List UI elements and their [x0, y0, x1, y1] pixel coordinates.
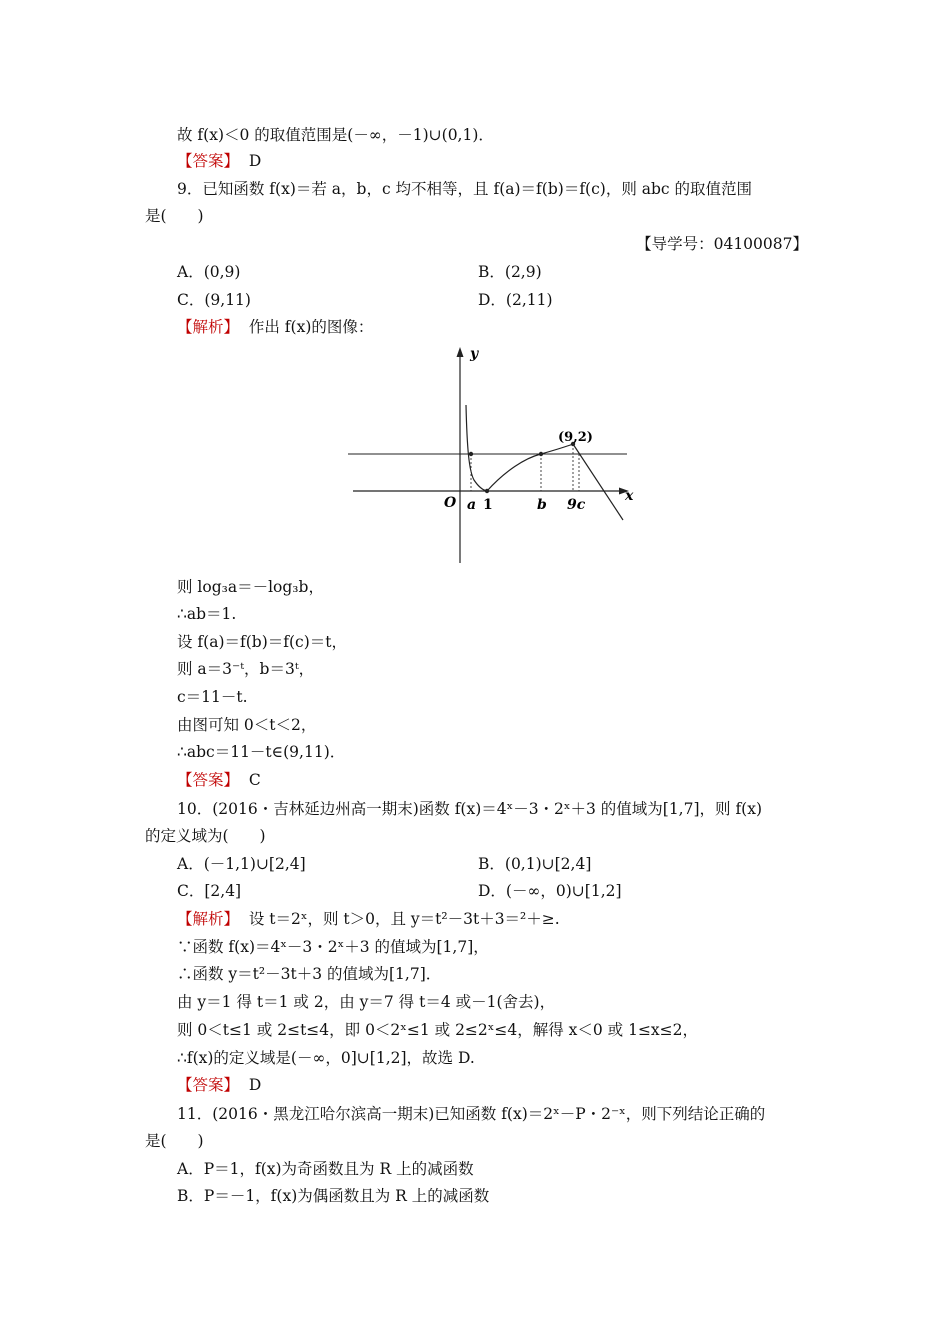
- y-axis-arrow: [457, 347, 464, 357]
- solution-line-1: 则 log₃a＝－log₃b，: [177, 578, 324, 596]
- solution10-line-4: 则 0＜t≤1 或 2≤t≤4，即 0＜2ˣ≤1 或 2≤2ˣ≤4，解得 x＜0 或 1≤x≤2，: [177, 1021, 699, 1039]
- tick-a: a: [467, 497, 477, 513]
- tick-b: b: [537, 497, 547, 513]
- option-10-c: C．[2,4]: [177, 882, 242, 900]
- answer-value: C: [248, 771, 261, 789]
- option-11-b: B．P＝－1，f(x)为偶函数且为 R 上的减函数: [177, 1187, 490, 1205]
- question-10-line1: 10．(2016・吉林延边州高一期末)函数 f(x)＝4ˣ－3・2ˣ＋3 的值域为[1,7]，则 f(x): [177, 800, 763, 818]
- answer-label: 【答案】: [177, 152, 240, 170]
- question-11-line2: 是( ): [145, 1132, 204, 1150]
- answer-value: D: [248, 152, 262, 170]
- line-range-result: 故 f(x)＜0 的取值范围是(－∞，－1)∪(0,1)．: [177, 126, 494, 144]
- answer-8: [177, 151, 261, 171]
- point-a: [469, 452, 473, 456]
- question-10-line2: 的定义域为( ): [145, 827, 266, 845]
- curve-log-left: [466, 405, 487, 491]
- answer-label: 【答案】: [177, 771, 240, 789]
- solution10-line-2: ∴函数 y＝t²－3t＋3 的值域为[1,7]．: [177, 965, 442, 983]
- answer-value: D: [248, 1076, 262, 1094]
- solution-line-6: 由图可知 0＜t＜2，: [177, 716, 317, 734]
- answer-10: [177, 1075, 261, 1095]
- solution10-line-1: ∵函数 f(x)＝4ˣ－3・2ˣ＋3 的值域为[1,7]，: [177, 938, 489, 956]
- analysis-10: [177, 909, 560, 929]
- option-10-a: A．(－1,1)∪[2,4]: [177, 855, 306, 873]
- analysis-9: [177, 317, 373, 337]
- peak-label: (9,2): [558, 430, 593, 445]
- x-axis-label: x: [625, 488, 634, 504]
- solution10-line-5: ∴f(x)的定义域是(－∞，0]∪[1,2]，故选 D.: [177, 1049, 475, 1067]
- solution-line-2: ∴ab＝1.: [177, 605, 237, 623]
- question-9-line2: 是( ): [145, 207, 204, 225]
- curve-log-right: [487, 444, 573, 491]
- option-9-b: B．(2,9): [478, 263, 542, 281]
- answer-label: 【答案】: [177, 1076, 240, 1094]
- answer-9: [177, 770, 261, 790]
- question-11-line1: 11．(2016・黑龙江哈尔滨高一期末)已知函数 f(x)＝2ˣ－P・2⁻ˣ，则下列结论正确的: [177, 1105, 766, 1123]
- solution-line-7: ∴abc＝11－t∈(9,11)．: [177, 743, 346, 761]
- option-10-d: D．(－∞，0)∪[1,2]: [478, 882, 622, 900]
- analysis-label: 【解析】: [177, 910, 240, 928]
- question-9-line1: 9．已知函数 f(x)＝若 a，b，c 均不相等，且 f(a)＝f(b)＝f(c)，则 abc 的取值范围: [177, 180, 753, 198]
- option-10-b: B．(0,1)∪[2,4]: [478, 855, 592, 873]
- point-1: [485, 489, 489, 493]
- solution10-line-3: 由 y＝1 得 t＝1 或 2，由 y＝7 得 t＝4 或－1(舍去)，: [177, 993, 556, 1011]
- tick-9c: 9c: [567, 497, 586, 513]
- analysis-label: 【解析】: [177, 318, 240, 336]
- guide-number: 【导学号：04100087】: [636, 235, 808, 253]
- tick-1: 1: [483, 497, 493, 513]
- y-axis-label: y: [470, 346, 479, 362]
- solution-line-3: 设 f(a)＝f(b)＝f(c)＝t，: [177, 633, 347, 651]
- option-9-d: D．(2,11): [478, 291, 553, 309]
- function-graph: [345, 343, 635, 568]
- analysis-text: 作出 f(x)的图像：: [248, 318, 374, 336]
- option-9-c: C．(9,11): [177, 291, 251, 309]
- point-b: [539, 452, 543, 456]
- solution-line-4: 则 a＝3⁻ᵗ，b＝3ᵗ，: [177, 660, 315, 678]
- analysis-text: 设 t＝2ˣ，则 t＞0，且 y＝t²－3t＋3＝²＋≥.: [248, 910, 560, 928]
- solution-line-5: c＝11－t.: [177, 688, 248, 706]
- option-11-a: A．P＝1，f(x)为奇函数且为 R 上的减函数: [177, 1160, 474, 1178]
- option-9-a: A．(0,9): [177, 263, 241, 281]
- origin-label: O: [444, 495, 457, 511]
